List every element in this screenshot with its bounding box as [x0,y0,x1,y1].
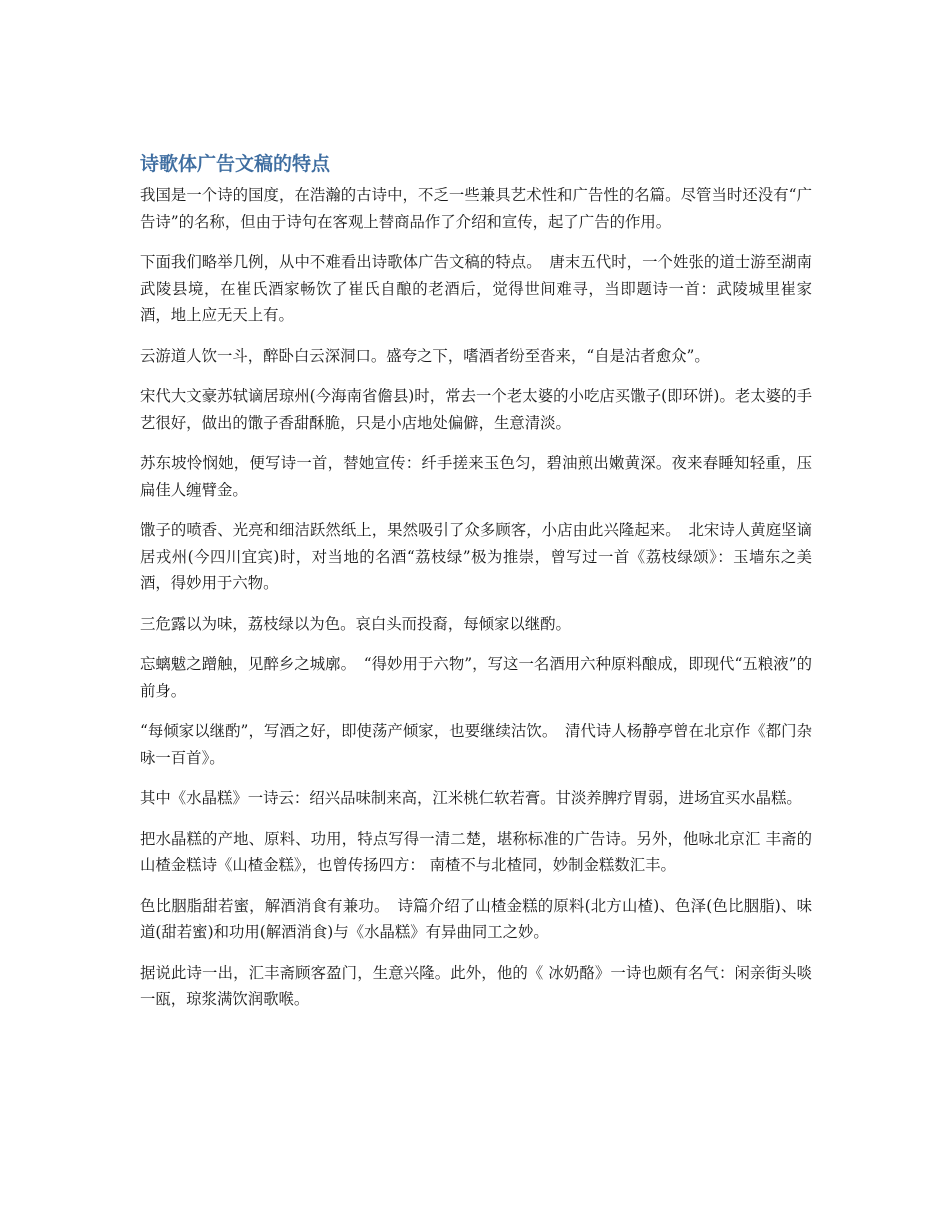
paragraph: 三危露以为味，荔枝绿以为色。哀白头而投裔，每倾家以继酌。 [140,614,571,633]
paragraph: 把水晶糕的产地、原料、功用，特点写得一清二楚，堪称标准的广告诗。另外，他咏北京汇 丰斋的山楂金糕诗《山楂金糕》，也曾传扬四方： 南楂不与北楂同，妙制金糕数汇丰。 [140,829,812,874]
paragraph: 色比胭脂甜若蜜，解酒消食有兼功。 诗篇介绍了山楂金糕的原料(北方山楂)、色泽(色比胭脂)、味道(甜若蜜)和功用(解酒消食)与《水晶糕》有异曲同工之妙。 [140,896,812,941]
paragraph: 下面我们略举几例，从中不难看出诗歌体广告文稿的特点。 唐末五代时，一个姓张的道士游至湖南武陵县境，在崔氏酒家畅饮了崔氏自酿的老酒后，觉得世间难寻，当即题诗一首：武陵城里崔家酒，地上应无天上有。 [140,253,812,324]
paragraph: 馓子的喷香、光亮和细洁跃然纸上，果然吸引了众多顾客，小店由此兴隆起来。 北宋诗人黄庭坚谪居戎州(今四川宜宾)时，对当地的名酒“荔枝绿”极为推崇，曾写过一首《荔枝绿颂》：玉墙东之美酒，得妙用于六物。 [140,521,812,592]
paragraph: 我国是一个诗的国度，在浩瀚的古诗中，不乏一些兼具艺术性和广告性的名篇。尽管当时还没有“广告诗”的名称，但由于诗句在客观上替商品作了介绍和宣传，起了广告的作用。 [140,186,812,231]
paragraph: 其中《水晶糕》一诗云：绍兴品味制来高，江米桃仁软若膏。甘淡养脾疗胃弱，进场宜买水晶糕。 [140,789,802,807]
paragraph: “每倾家以继酌”，写酒之好，即使荡产倾家，也要继续沽饮。 清代诗人杨静亭曾在北京作《都门杂咏一百首》。 [140,722,812,767]
paragraph: 据说此诗一出，汇丰斋顾客盈门，生意兴隆。此外，他的《 冰奶酪》一诗也颇有名气：闲亲街头啖一瓯，琼浆满饮润歌喉。 [140,963,812,1008]
document-body [140,150,812,1027]
paragraph: 云游道人饮一斗，醉卧白云深洞口。盛夸之下，嗜酒者纷至沓来，“自是沽者愈众”。 [140,346,710,365]
document-title: 诗歌体广告文稿的特点 [140,153,331,175]
paragraph: 宋代大文豪苏轼谪居琼州(今海南省儋县)时，常去一个老太婆的小吃店买馓子(即环饼)。老太婆的手艺很好，做出的馓子香甜酥脆，只是小店地处偏僻，生意清淡。 [140,387,812,432]
paragraph: 忘螭魃之蹭触，见醉乡之城廓。 “得妙用于六物”，写这一名酒用六种原料酿成，即现代“五粮液”的前身。 [140,655,812,700]
paragraph: 苏东坡怜悯她，便写诗一首，替她宣传：纤手搓来玉色匀，碧油煎出嫩黄深。夜来春睡知轻重，压扁佳人缠臂金。 [140,454,812,499]
